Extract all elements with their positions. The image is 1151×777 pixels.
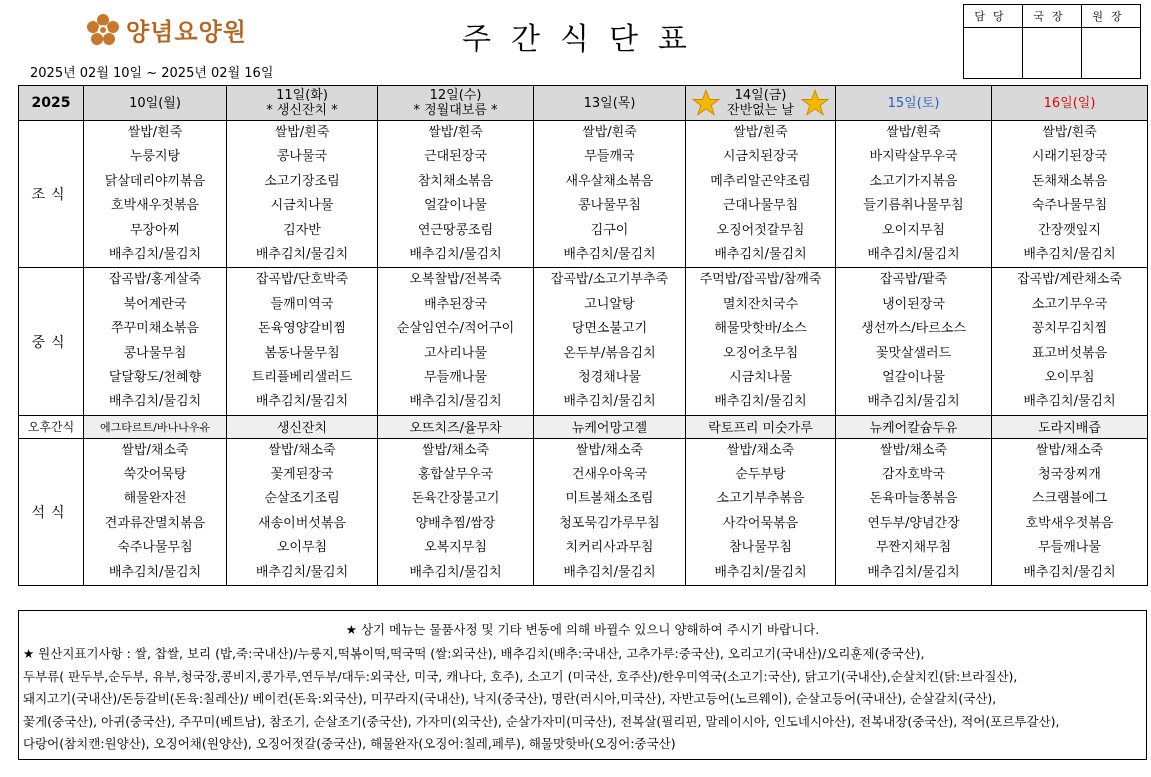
snack-cell: 오뜨치즈/율무차 — [378, 415, 534, 438]
menu-item: 근대나물무침 — [722, 198, 799, 214]
menu-item: 배추김치/물김치 — [255, 564, 349, 580]
menu-item: 호박새우젓볶음 — [1025, 515, 1114, 531]
menu-item: 순살임연수/적어구이 — [396, 321, 515, 337]
menu-item: 돈육마늘쫑볶음 — [869, 491, 958, 507]
menu-item: 고사리나물 — [424, 345, 487, 361]
menu-item: 순두부탕 — [735, 467, 786, 483]
day-date: 13일(목) — [583, 95, 636, 111]
menu-item: 잡곡밥/단호박죽 — [255, 272, 349, 288]
menu-item: 연근땅콩조림 — [417, 222, 494, 238]
notice-box — [18, 610, 1147, 760]
meal-cell — [992, 438, 1148, 585]
meal-cell — [686, 121, 836, 268]
snack-cell: 뉴케어망고젤 — [534, 415, 686, 438]
meal-cell — [378, 268, 534, 415]
menu-item: 누룽지탕 — [129, 149, 181, 165]
menu-item: 참나물무침 — [729, 540, 792, 556]
menu-item: 쌀밥/흰죽 — [733, 125, 788, 140]
menu-item: 배추김치/물김치 — [108, 564, 202, 580]
approval-box — [963, 4, 1141, 79]
menu-item: 냉이된장국 — [882, 296, 945, 312]
menu-item: 고니알탕 — [584, 296, 635, 312]
day-header-fri — [686, 86, 836, 121]
menu-item: 온두부/볶음김치 — [563, 345, 656, 361]
menu-item: 배추김치/물김치 — [867, 394, 960, 410]
meal-cell — [84, 268, 227, 415]
menu-item: 콩나물무침 — [578, 198, 641, 214]
snack-cell: 락토프리 미숫가루 — [686, 415, 836, 438]
menu-item: 오징어젓갈무침 — [716, 222, 805, 238]
meal-label: 석식 — [19, 438, 84, 585]
menu-item: 시금치나물 — [729, 369, 792, 385]
menu-item: 콩나물국 — [276, 149, 328, 165]
menu-item: 꽃맛살샐러드 — [875, 345, 952, 361]
menu-item: 쑥갓어묵탕 — [123, 467, 187, 483]
menu-item: 돈육간장불고기 — [411, 491, 500, 507]
menu-item: 근대된장국 — [424, 149, 487, 165]
menu-item: 쌀밥/흰죽 — [1042, 125, 1097, 140]
menu-item: 양배추찜/쌈장 — [415, 515, 496, 531]
menu-item: 해물완자전 — [123, 491, 187, 507]
menu-item: 배추김치/물김치 — [714, 564, 807, 580]
menu-item: 무들깨국 — [584, 149, 635, 165]
menu-item: 오복찰밥/전복죽 — [409, 272, 502, 288]
menu-item: 쌀밥/흰죽 — [582, 125, 637, 140]
menu-item: 해물맛핫바/소스 — [714, 321, 807, 337]
org-name: 양념요양원 — [126, 18, 247, 46]
menu-item: 달달황도/천혜향 — [108, 369, 202, 385]
menu-item: 새송이버섯볶음 — [258, 515, 346, 531]
breakfast-row — [19, 121, 1148, 268]
menu-item: 쌀밥/흰죽 — [886, 125, 941, 140]
approval-label-manager: 담당 — [964, 5, 1023, 28]
menu-item: 홍합살무우국 — [417, 467, 494, 483]
day-header-mon — [84, 86, 227, 121]
meal-cell — [686, 438, 836, 585]
menu-item: 배추된장국 — [424, 296, 487, 312]
day-date: 16일(일) — [1043, 95, 1096, 111]
menu-item: 쌀밥/흰죽 — [274, 125, 330, 140]
menu-item: 봄동나물무침 — [264, 345, 340, 361]
menu-item: 배추김치/물김치 — [867, 564, 960, 580]
menu-item: 소고기부추볶음 — [716, 491, 805, 507]
day-header-sun — [992, 86, 1148, 121]
meal-cell — [534, 121, 686, 268]
menu-item: 청경채나물 — [578, 369, 641, 385]
menu-item: 배추김치/물김치 — [1023, 564, 1116, 580]
menu-item: 배추김치/물김치 — [563, 394, 656, 410]
menu-item: 배추김치/물김치 — [563, 564, 656, 580]
menu-item: 메추리알곤약조림 — [710, 173, 811, 189]
menu-item: 감자호박국 — [882, 467, 945, 483]
menu-item: 간장깻잎지 — [1038, 222, 1101, 238]
menu-item: 김자반 — [283, 222, 321, 238]
meal-cell — [227, 438, 378, 585]
menu-item: 무장아찌 — [129, 222, 181, 238]
menu-item: 김구이 — [590, 222, 629, 238]
menu-item: 배추김치/물김치 — [108, 246, 202, 262]
menu-item: 배추김치/물김치 — [867, 246, 960, 262]
menu-item: 닭살데리야끼볶음 — [104, 173, 206, 189]
menu-item: 미트볼채소조림 — [565, 491, 654, 507]
menu-item: 잡곡밥/계란채소죽 — [1017, 272, 1122, 288]
menu-item: 쌀밥/채소죽 — [268, 442, 336, 458]
approval-sign-manager — [964, 28, 1023, 79]
snack-row — [19, 415, 1148, 438]
menu-item: 오이무침 — [276, 540, 328, 556]
menu-item: 숙주나물무침 — [117, 540, 193, 556]
origin-line: 두부류( 판두부,순두부, 유부,청국장,콩비지,콩가루,연두부/대두:외국산, 미국, 캐나다, 호주), 소고기 (미국산, 호주산)/한우미역국(소고기:국산), 닭고기(국내산),순살치킨(닭:브라질산), — [23, 668, 1018, 684]
day-date: 15일(토) — [887, 95, 940, 111]
meal-cell — [84, 438, 227, 585]
day-date: 11일(화) — [276, 88, 328, 103]
menu-item: 건새우아욱국 — [571, 467, 648, 483]
year-cell: 2025 — [19, 86, 84, 121]
menu-item: 견과류잔멸치볶음 — [104, 515, 206, 531]
day-note: * 생신잔치 * — [266, 103, 338, 118]
snack-cell: 도라지배즙 — [992, 415, 1148, 438]
meal-cell — [378, 438, 534, 585]
day-header-wed — [378, 86, 534, 121]
period-text: 2025년 02월 10일 ~ 2025년 02월 16일 — [30, 66, 274, 81]
meal-cell — [227, 268, 378, 415]
origin-line: 다랑어(참치캔:원양산), 오징어채(원양산), 오징어젓갈(중국산), 해물완자(오징어:칠레,페루), 해물맛핫바(오징어:중국산) — [23, 736, 676, 751]
menu-item: 배추김치/물김치 — [714, 246, 807, 262]
menu-item: 쌀밥/채소죽 — [879, 442, 948, 458]
menu-item: 무들깨나물 — [1038, 540, 1101, 556]
approval-sign-director — [1023, 28, 1082, 79]
org-logo — [86, 12, 247, 47]
origin-line: ★ 원산지표기사항 : 쌀, 찹쌀, 보리 (밥,죽:국내산)/누룽지,떡볶이떡,떡국떡 (쌀:외국산), 배추김치(배추:국내산, 고추가루:중국산), 오리고기(국내산)/오리훈제(중국산), — [23, 646, 925, 661]
menu-item: 주먹밥/잡곡밥/참깨죽 — [699, 272, 822, 288]
menu-item: 시래기된장국 — [1031, 149, 1108, 165]
menu-item: 트리플베리샐러드 — [251, 369, 353, 385]
menu-item: 배추김치/물김치 — [255, 246, 349, 262]
menu-item: 시금치나물 — [270, 198, 334, 214]
menu-item: 쌀밥/흰죽 — [428, 125, 483, 140]
menu-item: 청포묵김가루무침 — [559, 515, 660, 531]
day-date: 12일(수) — [429, 88, 482, 103]
menu-item: 멸치잔치국수 — [722, 296, 799, 312]
menu-item: 바지락살무우국 — [869, 149, 958, 165]
menu-item: 무짠지채무침 — [875, 540, 952, 556]
meal-cell — [836, 438, 992, 585]
menu-item: 배추김치/물김치 — [1023, 246, 1116, 262]
menu-item: 배추김치/물김치 — [108, 394, 202, 410]
day-header-tue — [227, 86, 378, 121]
origin-info — [23, 643, 1146, 756]
menu-item: 시금치된장국 — [722, 149, 799, 165]
menu-item: 얼갈이나물 — [882, 369, 945, 385]
menu-item: 배추김치/물김치 — [409, 564, 502, 580]
menu-item: 생선까스/타르소스 — [861, 321, 966, 337]
menu-item: 잡곡밥/팥죽 — [879, 272, 948, 288]
menu-item: 쌀밥/채소죽 — [726, 442, 795, 458]
menu-item: 꽁치무김치찜 — [1031, 321, 1108, 337]
menu-item: 잡곡밥/홍게살죽 — [108, 272, 202, 288]
menu-item: 쌀밥/채소죽 — [121, 442, 189, 458]
meal-cell — [992, 121, 1148, 268]
menu-item: 참치채소볶음 — [417, 173, 494, 189]
snack-cell: 뉴케어칼슘두유 — [836, 415, 992, 438]
menu-item: 돈채채소볶음 — [1031, 173, 1108, 189]
menu-item: 오복지무침 — [424, 540, 487, 556]
menu-item: 순살조기조림 — [264, 491, 340, 507]
day-note: * 정월대보름 * — [413, 103, 498, 118]
day-date: 10일(월) — [129, 95, 181, 111]
menu-item: 쭈꾸미채소볶음 — [111, 321, 199, 337]
flower-logo-icon — [86, 13, 120, 47]
origin-line: 돼지고기(국내산)/돈등갈비(돈육:칠레산)/ 베이컨(돈육:외국산), 미꾸라지(국내산), 낙지(중국산), 명란(러시아,미국산), 자반고등어(노르웨이), 순살고등어(국내산), 순살갈치(국산), — [23, 691, 997, 706]
day-date: 14일(금) — [734, 88, 787, 103]
menu-item: 얼갈이나물 — [424, 198, 487, 214]
approval-label-director: 국장 — [1023, 5, 1082, 28]
menu-item: 쌀밥/채소죽 — [1035, 442, 1104, 458]
menu-item: 돈육영양갈비찜 — [258, 321, 346, 337]
notice-change: ★ 상기 메뉴는 물품사정 및 기타 변동에 의해 바뀔수 있으니 양해하여 주시기 바랍니다. — [345, 622, 820, 637]
menu-item: 호박새우젓볶음 — [111, 198, 199, 214]
menu-item: 오징어초무침 — [722, 345, 799, 361]
dinner-row — [19, 438, 1148, 585]
day-header-sat — [836, 86, 992, 121]
menu-item: 스크램블에그 — [1031, 491, 1108, 507]
menu-item: 소고기장조림 — [264, 173, 340, 189]
meal-cell — [378, 121, 534, 268]
snack-cell: 생신잔치 — [227, 415, 378, 438]
meal-cell — [534, 268, 686, 415]
origin-line: 꽃게(중국산), 아귀(중국산), 주꾸미(베트남), 참조기, 순살조기(중국산), 가자미(외국산), 순살가자미(미국산), 전복살(필리핀, 말레이시아, 인도네시아산), 전복내장(중국산), 적어(포르투갈산), — [23, 713, 1060, 729]
menu-item: 연두부/양념간장 — [867, 515, 960, 531]
meal-label: 오후간식 — [19, 415, 84, 438]
menu-item: 들깨미역국 — [270, 296, 334, 312]
lunch-row — [19, 268, 1148, 415]
menu-item: 잡곡밥/소고기부추죽 — [550, 272, 669, 288]
menu-item: 배추김치/물김치 — [563, 246, 656, 262]
menu-item: 배추김치/물김치 — [714, 394, 807, 410]
menu-item: 쌀밥/채소죽 — [421, 442, 490, 458]
day-header-thu — [534, 86, 686, 121]
meal-cell — [84, 121, 227, 268]
meal-cell — [686, 268, 836, 415]
header-row — [19, 86, 1148, 121]
approval-sign-head — [1082, 28, 1141, 79]
menu-item: 표고버섯볶음 — [1031, 345, 1108, 361]
menu-item: 꽃게된장국 — [270, 467, 334, 483]
menu-item: 숙주나물무침 — [1031, 198, 1108, 214]
menu-item: 들기름취나물무침 — [863, 198, 964, 214]
snack-cell: 에그타르트/바나나우유 — [84, 415, 227, 438]
meal-cell — [836, 121, 992, 268]
menu-item: 당면소불고기 — [571, 321, 648, 337]
menu-item: 쌀밥/흰죽 — [127, 125, 183, 140]
meal-label: 중식 — [19, 268, 84, 415]
menu-item: 오이지무침 — [882, 222, 945, 238]
day-note: 잔반없는 날 — [727, 103, 794, 118]
meal-cell — [836, 268, 992, 415]
menu-item: 배추김치/물김치 — [1023, 394, 1116, 410]
menu-item: 콩나물무침 — [123, 345, 187, 361]
meal-cell — [992, 268, 1148, 415]
menu-item: 배추김치/물김치 — [409, 246, 502, 262]
menu-item: 배추김치/물김치 — [409, 394, 502, 410]
menu-item: 오이무침 — [1044, 369, 1095, 385]
menu-item: 소고기가지볶음 — [869, 173, 958, 189]
menu-item: 사각어묵볶음 — [722, 515, 799, 531]
menu-item: 청국장찌개 — [1038, 467, 1101, 483]
menu-item: 소고기무우국 — [1031, 296, 1108, 312]
star-icon — [801, 89, 829, 117]
menu-item: 배추김치/물김치 — [255, 394, 349, 410]
meal-cell — [227, 121, 378, 268]
star-icon — [692, 89, 720, 117]
menu-item: 치커리사과무침 — [565, 540, 654, 556]
meal-label: 조식 — [19, 121, 84, 268]
menu-item: 무들깨나물 — [424, 369, 487, 385]
menu-item: 새우살채소볶음 — [565, 173, 654, 189]
menu-item: 북어계란국 — [123, 296, 187, 312]
menu-item: 쌀밥/채소죽 — [575, 442, 644, 458]
weekly-menu-table — [18, 85, 1148, 586]
approval-label-head: 원장 — [1082, 5, 1141, 28]
page-title: 주간식단표 — [462, 22, 707, 57]
meal-cell — [534, 438, 686, 585]
